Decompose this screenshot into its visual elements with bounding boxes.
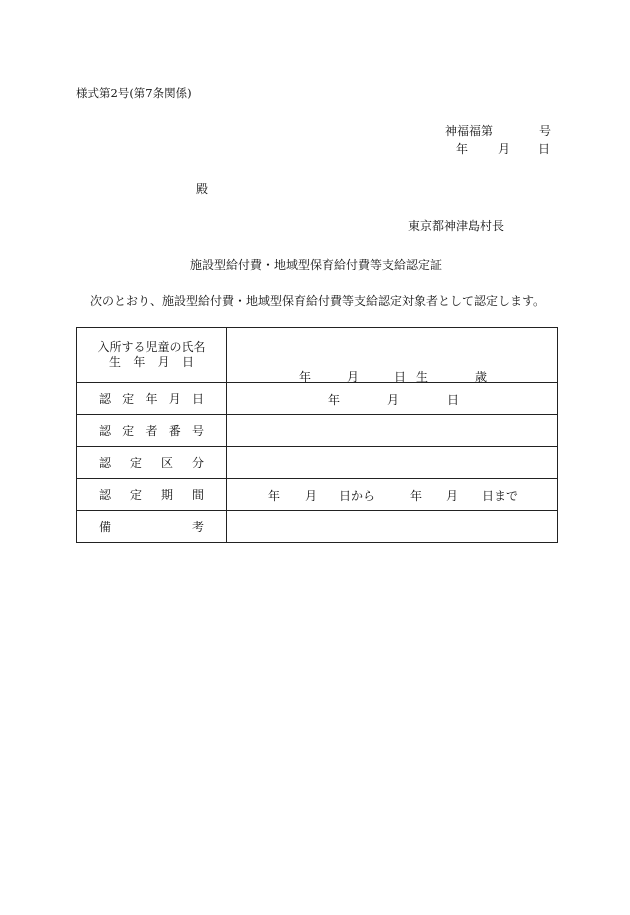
birth-date-value	[227, 328, 557, 382]
age-suffix: 歳	[475, 370, 488, 384]
table-row-cert-date	[77, 383, 558, 415]
cert-month: 月	[387, 393, 400, 407]
table-row-remarks	[77, 511, 558, 543]
label-char: 備	[99, 520, 112, 534]
cert-year: 年	[328, 393, 341, 407]
label-char: 者	[145, 424, 158, 438]
label-char: 定	[122, 392, 135, 406]
period-start-year: 年	[268, 489, 281, 503]
issuer-name: 東京都神津島村長	[408, 219, 505, 233]
label-char: 番	[168, 424, 181, 438]
date-year: 年	[456, 142, 469, 156]
label-char: 月	[168, 392, 181, 406]
birth-suffix: 生	[416, 370, 429, 384]
addressee: 殿	[196, 182, 209, 196]
label-char: 月	[157, 355, 170, 369]
form-number-label: 様式第2号(第7条関係)	[76, 86, 192, 100]
label-char: 認	[99, 424, 112, 438]
date-day: 日	[538, 142, 551, 156]
label-char: 日	[181, 355, 194, 369]
label-remarks	[77, 511, 227, 543]
cert-day: 日	[447, 393, 460, 407]
label-cert-date	[77, 383, 227, 415]
label-birth-date	[109, 355, 194, 370]
value-remarks[interactable]	[227, 511, 558, 543]
table-row-cert-number	[77, 415, 558, 447]
document-date	[456, 140, 550, 157]
label-char: 年	[145, 392, 158, 406]
label-char: 考	[191, 520, 204, 534]
intro-text: 次のとおり、施設型給付費・地域型保育給付費等支給認定対象者として認定します。	[90, 294, 546, 308]
certificate-table	[76, 327, 558, 543]
label-child-name-line1: 入所する児童の氏名	[97, 340, 206, 354]
label-char: 定	[129, 456, 142, 470]
label-child-name	[77, 328, 227, 383]
label-char: 間	[191, 488, 204, 502]
period-end-day: 日まで	[482, 489, 519, 503]
birth-month: 月	[347, 370, 360, 384]
number-prefix: 神福福第	[445, 124, 494, 138]
birth-year: 年	[299, 370, 312, 384]
birth-day: 日	[394, 370, 407, 384]
label-char: 分	[191, 456, 204, 470]
label-char: 号	[191, 424, 204, 438]
period-start-day: 日から	[339, 489, 376, 503]
label-char: 定	[129, 488, 142, 502]
label-char: 日	[191, 392, 204, 406]
number-suffix: 号	[539, 124, 552, 138]
label-char: 区	[160, 456, 173, 470]
label-char: 認	[99, 392, 112, 406]
label-period	[77, 479, 227, 511]
table-row-child-name	[77, 328, 558, 383]
label-char: 期	[160, 488, 173, 502]
date-month: 月	[498, 142, 511, 156]
label-category	[77, 447, 227, 479]
label-char: 生	[109, 355, 122, 369]
label-char: 定	[122, 424, 135, 438]
value-cert-date[interactable]	[227, 383, 558, 415]
value-child-name[interactable]	[227, 328, 558, 383]
document-title: 施設型給付費・地域型保育給付費等支給認定証	[190, 258, 443, 272]
table-row-category	[77, 447, 558, 479]
table-row-period	[77, 479, 558, 511]
label-char: 認	[99, 488, 112, 502]
label-char: 年	[133, 355, 146, 369]
label-cert-number	[77, 415, 227, 447]
period-end-year: 年	[410, 489, 423, 503]
period-start-month: 月	[305, 489, 318, 503]
value-period[interactable]	[227, 479, 558, 511]
document-number	[445, 122, 551, 139]
label-char: 認	[99, 456, 112, 470]
value-cert-number[interactable]	[227, 415, 558, 447]
value-category[interactable]	[227, 447, 558, 479]
period-end-month: 月	[446, 489, 459, 503]
